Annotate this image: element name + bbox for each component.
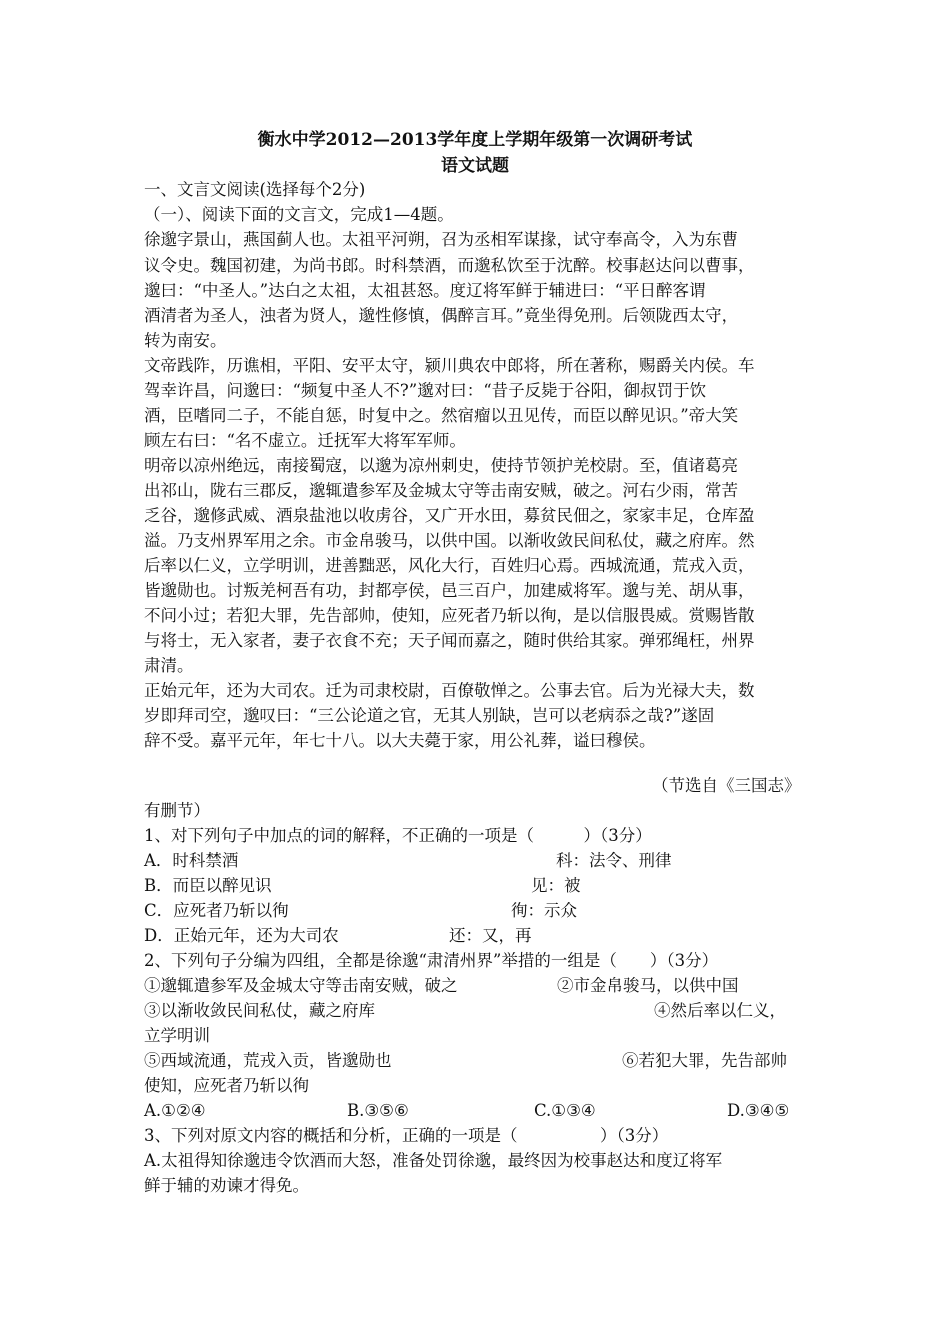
- passage-line: 岁即拜司空，邈叹曰：“三公论道之官，无其人别缺，岂可以老病忝之哉?”遂固: [144, 706, 715, 725]
- passage-line: 不问小过；若犯大罪，先告部帅，使知，应死者乃斩以徇，是以信服畏威。赏赐皆散: [144, 606, 755, 625]
- option-text: C．应死者乃斩以徇: [144, 901, 289, 920]
- passage-line: 辞不受。嘉平元年，年七十八。以大夫薨于家，用公礼葬，谥曰穆侯。: [144, 731, 656, 750]
- item-4: ④然后率以仁义，: [654, 1001, 786, 1020]
- passage-line: 明帝以凉州绝远，南接蜀寇，以邈为凉州刺史，使持节领护羌校尉。至，值诸葛亮: [144, 456, 738, 475]
- passage-line: 皆邈勋也。讨叛羌柯吾有功，封都亭侯，邑三百户，加建威将军。邈与羌、胡从事，: [144, 581, 755, 600]
- option-text: A．时科禁酒: [144, 851, 239, 870]
- item-6: ⑥若犯大罪，先告部帅: [622, 1051, 787, 1070]
- item-4-cont: 立学明训: [144, 1026, 210, 1045]
- passage-source: （节选自《三国志》: [652, 776, 801, 795]
- item-5: ⑤西域流通，荒戎入贡，皆邈勋也: [144, 1051, 392, 1070]
- choice-d: D.③④⑤: [727, 1101, 790, 1120]
- exam-subtitle: 语文试题: [441, 156, 509, 176]
- passage-line: 驾幸许昌，问邈曰：“频复中圣人不?”邈对曰：“昔子反毙于谷阳，御叔罚于饮: [144, 381, 707, 400]
- option-text: D．正始元年，还为大司农: [144, 926, 339, 945]
- passage-line: 酒清者为圣人，浊者为贤人，邈性修慎，偶醉言耳。”竟坐得免刑。后领陇西太守，: [144, 306, 739, 325]
- question-3-option-a: A.太祖得知徐邈违令饮酒而大怒，准备处罚徐邈，最终因为校事赵达和度辽将军: [144, 1151, 723, 1170]
- passage-line: 正始元年，还为大司农。迁为司隶校尉，百僚敬惮之。公事去官。后为光禄大夫，数: [144, 681, 755, 700]
- choice-c: C.①③④: [534, 1101, 596, 1120]
- passage-line: 邈曰：“中圣人。”达白之太祖，太祖甚怒。度辽将军鲜于辅进曰：“平日醉客谓: [144, 281, 706, 300]
- passage-line: 与将士，无入家者，妻子衣食不充；天子闻而嘉之，随时供给其家。弹邪绳枉，州界: [144, 631, 755, 650]
- passage-line: 溢。乃支州界军用之余。市金帛骏马，以供中国。以渐收敛民间私仗，藏之府库。然: [144, 531, 755, 550]
- option-gloss: 徇：示众: [511, 901, 577, 920]
- option-gloss: 科：法令、刑律: [556, 851, 672, 870]
- section-heading: 一、文言文阅读(选择每个2分): [144, 180, 366, 199]
- choice-b: B.③⑤⑥: [347, 1101, 409, 1120]
- passage-line: 肃清。: [144, 656, 194, 675]
- section-subheading: （一）、阅读下面的文言文，完成1—4题。: [144, 205, 454, 224]
- passage-line: 酒，臣嗜同二子，不能自惩，时复中之。然宿瘤以丑见传，而臣以醉见识。”帝大笑: [144, 406, 739, 425]
- passage-source-cont: 有删节）: [144, 801, 210, 820]
- passage-line: 出祁山，陇右三郡反，邈辄遣参军及金城太守等击南安贼，破之。河右少雨，常苦: [144, 481, 738, 500]
- exam-title: 衡水中学2012—2013学年度上学期年级第一次调研考试: [257, 130, 693, 150]
- option-text: B．而臣以醉见识: [144, 876, 272, 895]
- question-3-stem: 3、下列对原文内容的概括和分析，正确的一项是（ ）（3分）: [144, 1126, 669, 1145]
- question-3-option-a-cont: 鲜于辅的劝谏才得免。: [144, 1176, 309, 1195]
- item-3: ③以渐收敛民间私仗，藏之府库: [144, 1001, 375, 1020]
- passage-line: 文帝践阼，历谯相，平阳、安平太守，颍川典农中郎将，所在著称，赐爵关内侯。车: [144, 356, 755, 375]
- item-1: ①邈辄遣参军及金城太守等击南安贼，破之: [144, 976, 458, 995]
- question-2-stem: 2、下列句子分编为四组，全都是徐邈“肃清州界”举措的一组是（ ）（3分）: [144, 951, 719, 970]
- passage-line: 乏谷，邈修武威、酒泉盐池以收虏谷，又广开水田，募贫民佃之，家家丰足，仓库盈: [144, 506, 755, 525]
- choice-a: A.①②④: [144, 1101, 206, 1120]
- item-2: ②市金帛骏马，以供中国: [557, 976, 739, 995]
- passage-line: 徐邈字景山，燕国蓟人也。太祖平河朔，召为丞相军谋掾，试守奉高令，入为东曹: [144, 230, 738, 249]
- item-6-cont: 使知，应死者乃斩以徇: [144, 1076, 309, 1095]
- option-gloss: 还：又，再: [449, 926, 532, 945]
- passage-line: 议令史。魏国初建，为尚书郎。时科禁酒，而邈私饮至于沈醉。校事赵达问以曹事，: [144, 256, 755, 275]
- passage-line: 转为南安。: [144, 331, 227, 350]
- passage-line: 后率以仁义，立学明训，进善黜恶，风化大行，百姓归心焉。西城流通，荒戎入贡，: [144, 556, 755, 575]
- passage-line: 顾左右曰：“名不虚立。迁抚军大将军军师。: [144, 431, 466, 450]
- question-1-stem: 1、对下列句子中加点的词的解释，不正确的一项是（ ）（3分）: [144, 826, 652, 845]
- option-gloss: 见：被: [531, 876, 581, 895]
